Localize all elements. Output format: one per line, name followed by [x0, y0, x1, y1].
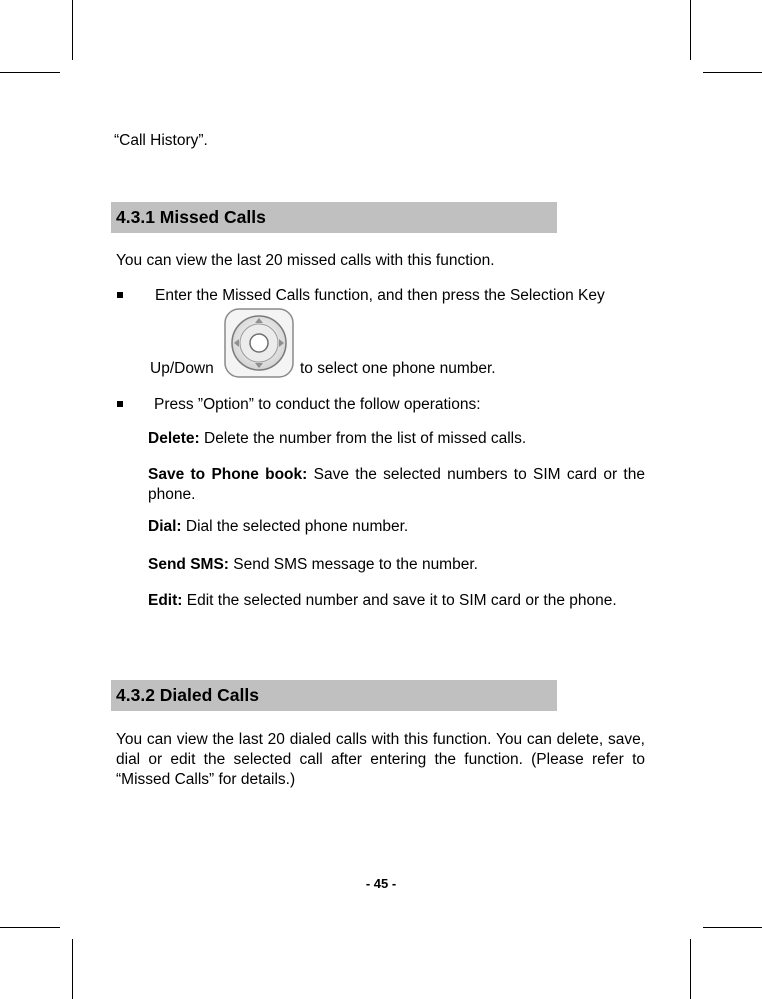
- option-term: Send SMS:: [148, 556, 229, 573]
- crop-mark: [703, 72, 762, 73]
- option-term: Delete:: [148, 430, 200, 447]
- crop-mark: [72, 939, 73, 999]
- crop-mark: [72, 0, 73, 60]
- bullet-press-option: Press ”Option” to conduct the follow operations:: [154, 396, 481, 413]
- option-term: Save to Phone book:: [148, 466, 308, 483]
- crop-mark: [690, 0, 691, 60]
- crop-mark: [703, 927, 762, 928]
- option-desc: Dial the selected phone number.: [181, 518, 409, 535]
- bullet-marker: [117, 292, 123, 298]
- bullet-enter-missed-calls: Enter the Missed Calls function, and then press the Selection Key: [155, 287, 605, 304]
- option-term: Dial:: [148, 518, 182, 535]
- section-heading-dialed-calls: 4.3.2 Dialed Calls: [111, 680, 557, 711]
- bullet-select-phone-number: to select one phone number.: [300, 360, 496, 377]
- dialed-calls-body: You can view the last 20 dialed calls with this function. You can delete, save, dial or edit the selected call after entering the function. (Please refer to “Missed Calls” for details.): [116, 731, 645, 788]
- crop-mark: [690, 939, 691, 999]
- option-save-to-phone-book: [148, 465, 645, 505]
- option-send-sms: [148, 555, 645, 575]
- intro-text: “Call History”.: [114, 132, 208, 149]
- bullet-up-down-label: Up/Down: [150, 360, 214, 377]
- crop-mark: [0, 72, 60, 73]
- crop-mark: [0, 927, 60, 928]
- missed-calls-intro: You can view the last 20 missed calls with this function.: [116, 252, 495, 269]
- navigation-joystick-icon: [223, 307, 295, 379]
- option-dial: [148, 517, 645, 537]
- option-delete: [148, 429, 645, 449]
- option-desc: Save the selected numbers to SIM card or the phone.: [148, 466, 645, 503]
- option-desc: Edit the selected number and save it to SIM card or the phone.: [182, 592, 617, 609]
- page-number: - 45 -: [365, 876, 397, 891]
- option-edit: [148, 591, 645, 611]
- option-desc: Send SMS message to the number.: [228, 556, 478, 573]
- section-heading-missed-calls: 4.3.1 Missed Calls: [111, 202, 557, 233]
- bullet-marker: [117, 401, 123, 407]
- option-desc: Delete the number from the list of missed calls.: [199, 430, 527, 447]
- option-term: Edit:: [148, 592, 183, 609]
